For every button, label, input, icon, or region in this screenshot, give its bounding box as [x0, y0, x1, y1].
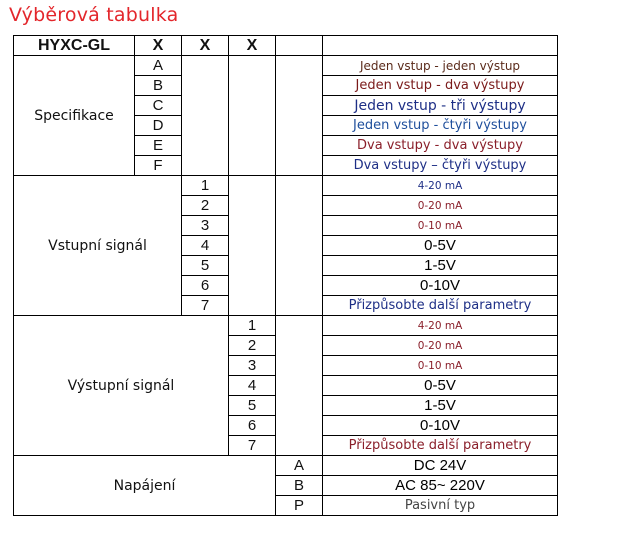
input-row — [14, 176, 558, 196]
output-desc: 1-5V — [323, 396, 558, 416]
input-code: 2 — [182, 196, 229, 216]
power-code: P — [276, 496, 323, 516]
output-desc: 0-20 mA — [323, 336, 558, 356]
input-desc: Přizpůsobte další parametry — [323, 296, 558, 316]
power-desc: Pasivní typ — [323, 496, 558, 516]
spec-desc: Dva vstupy - dva výstupy — [323, 136, 558, 156]
power-code: A — [276, 456, 323, 476]
input-gap-2 — [276, 176, 323, 316]
spec-code: B — [135, 76, 182, 96]
output-code: 6 — [229, 416, 276, 436]
model-code: HYXC-GL — [14, 36, 135, 56]
selection-table — [13, 35, 558, 516]
input-desc: 0-10V — [323, 276, 558, 296]
spec-desc: Jeden vstup - čtyři výstupy — [323, 116, 558, 136]
spec-gap-3 — [276, 56, 323, 176]
output-code: 5 — [229, 396, 276, 416]
spec-desc: Dva vstupy – čtyři výstupy — [323, 156, 558, 176]
spec-code: E — [135, 136, 182, 156]
input-code: 5 — [182, 256, 229, 276]
power-code: B — [276, 476, 323, 496]
spec-code: C — [135, 96, 182, 116]
input-desc: 0-10 mA — [323, 216, 558, 236]
output-desc: 4-20 mA — [323, 316, 558, 336]
spec-code: F — [135, 156, 182, 176]
output-code: 4 — [229, 376, 276, 396]
input-desc: 0-5V — [323, 236, 558, 256]
page-title: Výběrová tabulka — [9, 4, 179, 26]
spec-code: A — [135, 56, 182, 76]
spec-label: Specifikace — [14, 56, 135, 176]
header-x-3: X — [229, 36, 276, 56]
spec-desc: Jeden vstup - dva výstupy — [323, 76, 558, 96]
header-empty-4 — [276, 36, 323, 56]
header-x-1: X — [135, 36, 182, 56]
output-desc: 0-10V — [323, 416, 558, 436]
spec-code: D — [135, 116, 182, 136]
spec-gap-2 — [229, 56, 276, 176]
spec-desc: Jeden vstup - tři výstupy — [323, 96, 558, 116]
header-x-2: X — [182, 36, 229, 56]
power-desc: AC 85~ 220V — [323, 476, 558, 496]
output-desc: Přizpůsobte další parametry — [323, 436, 558, 456]
header-empty-5 — [323, 36, 558, 56]
input-code: 7 — [182, 296, 229, 316]
output-gap — [276, 316, 323, 456]
output-label: Výstupní signál — [14, 316, 229, 456]
output-code: 1 — [229, 316, 276, 336]
spec-desc: Jeden vstup - jeden výstup — [323, 56, 558, 76]
input-gap-1 — [229, 176, 276, 316]
output-desc: 0-5V — [323, 376, 558, 396]
input-code: 3 — [182, 216, 229, 236]
input-code: 6 — [182, 276, 229, 296]
header-row — [14, 36, 558, 56]
input-desc: 4-20 mA — [323, 176, 558, 196]
input-code: 4 — [182, 236, 229, 256]
input-code: 1 — [182, 176, 229, 196]
spec-row — [14, 56, 558, 76]
output-code: 7 — [229, 436, 276, 456]
power-label: Napájení — [14, 456, 276, 516]
spec-gap-1 — [182, 56, 229, 176]
input-label: Vstupní signál — [14, 176, 182, 316]
output-code: 2 — [229, 336, 276, 356]
power-row — [14, 456, 558, 476]
input-desc: 0-20 mA — [323, 196, 558, 216]
power-desc: DC 24V — [323, 456, 558, 476]
output-code: 3 — [229, 356, 276, 376]
output-row — [14, 316, 558, 336]
input-desc: 1-5V — [323, 256, 558, 276]
output-desc: 0-10 mA — [323, 356, 558, 376]
